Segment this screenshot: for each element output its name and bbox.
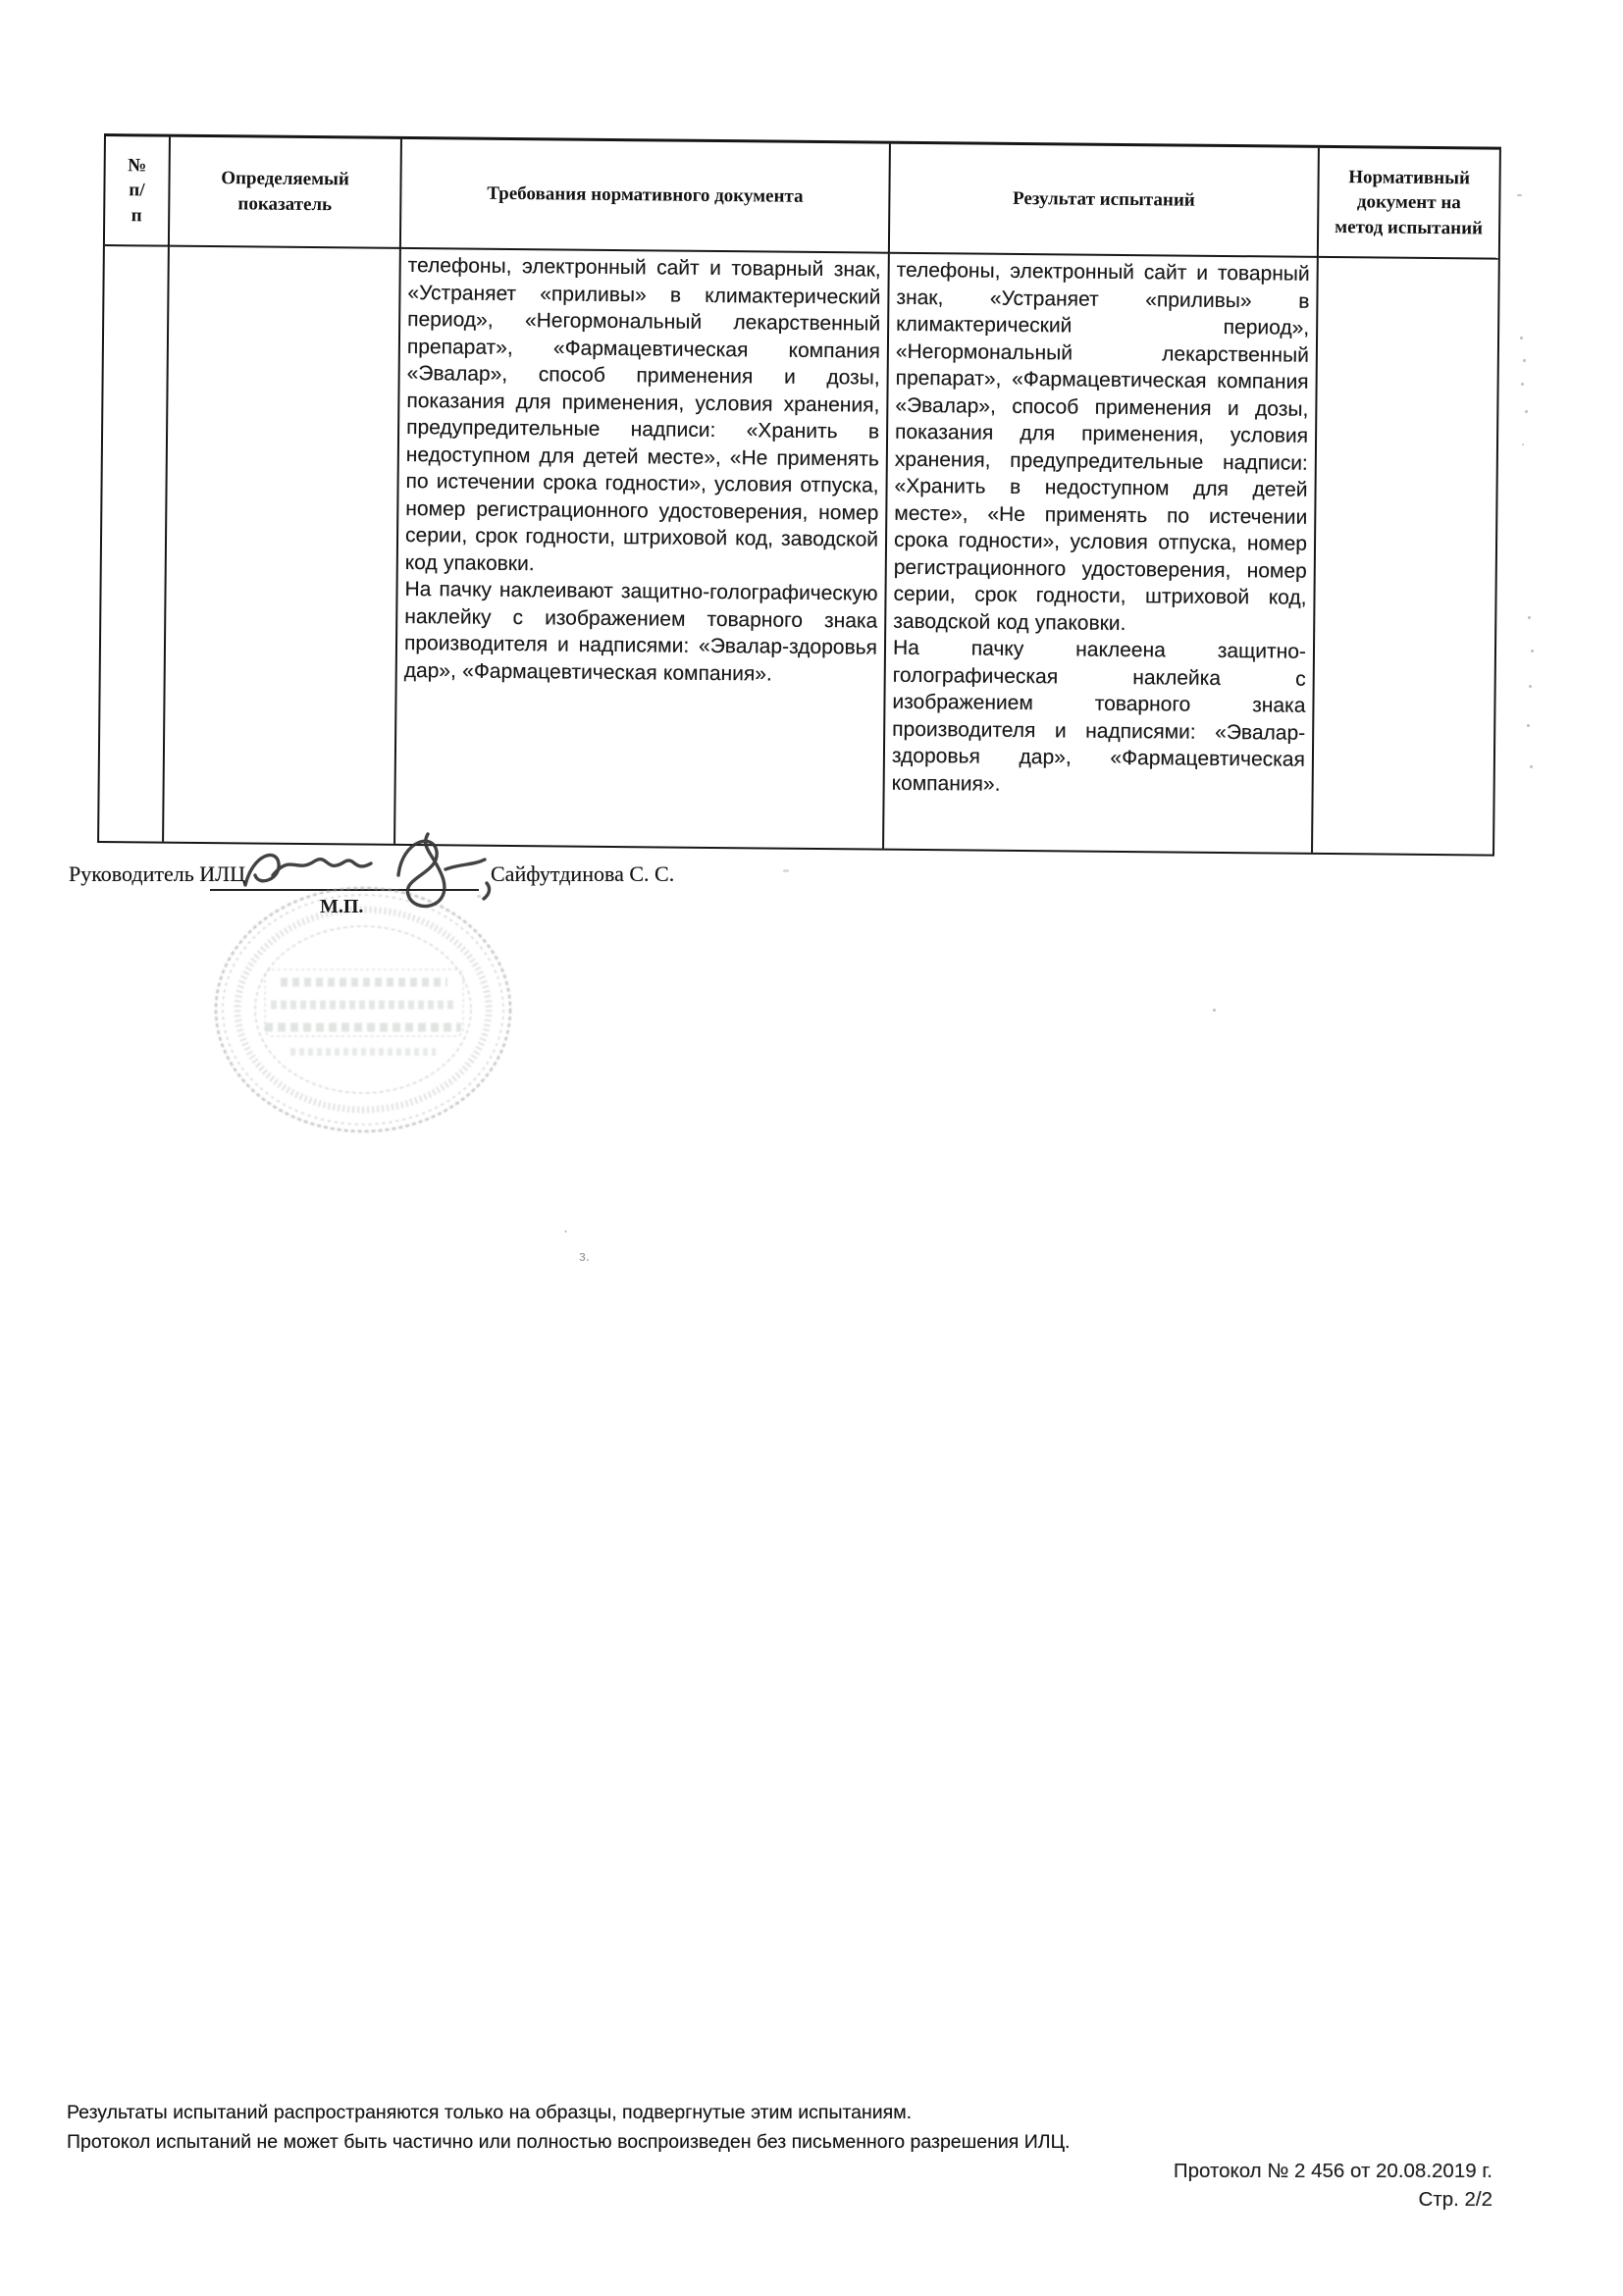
requirements-paragraph-2: На пачку наклеивают защитно-голографическую наклейку с изображением товарного знака производителя и надписями: «Эвалар-здоровья дар», «Фармацевтическая компания». <box>403 577 878 686</box>
scan-speck <box>1525 410 1528 413</box>
cell-normative-empty <box>1313 258 1498 855</box>
header-normative-label: Нормативный документ на метод испытаний <box>1335 166 1484 239</box>
scan-speck <box>1521 383 1524 386</box>
cell-results <box>884 254 1319 853</box>
scan-speck <box>1531 650 1534 652</box>
table-header-row <box>105 136 1499 260</box>
header-results-label: Результат испытаний <box>1012 188 1195 211</box>
cell-requirements <box>395 249 890 849</box>
protocol-number: Протокол № 2 456 от 20.08.2019 г. <box>1173 2160 1492 2182</box>
official-stamp <box>210 883 516 1140</box>
cell-indicator-empty <box>164 247 401 844</box>
scan-speck <box>1520 337 1523 339</box>
header-number-label: № п/п <box>128 154 147 227</box>
scan-speck <box>1523 359 1526 362</box>
cell-number-empty <box>99 246 170 842</box>
signature-role-label: Руководитель ИЛЦ <box>69 861 245 886</box>
requirements-paragraph-1: телефоны, электронный сайт и товарный знак, «Устраняет «приливы» в климактерический период», «Негормональный лекарственный препарат», «Фармацевтическая компания «Эвалар», способ применения и дозы, показания для применения, условия хранения, предупредительные надписи: «Хранить в недоступном для детей месте», «Не применять по истечении срока годности», условия отпуска, номер регистрационного удостоверения, номер серии, срок годности, штриховой код, заводской код упаковки. <box>404 253 881 575</box>
scan-speck <box>1522 444 1524 445</box>
scan-speck <box>1517 194 1522 196</box>
footer-note-2: Протокол испытаний не может быть частично или полностью воспроизведен без письменного разрешения ИЛЦ. <box>67 2131 1071 2153</box>
scan-speck <box>1213 1009 1216 1012</box>
signer-name: Сайфутдинова С. С. <box>491 861 675 886</box>
results-table <box>97 133 1501 857</box>
header-cell-indicator <box>170 137 402 249</box>
scan-speck <box>1529 685 1532 688</box>
seal-place-label: М.П. <box>320 896 364 917</box>
header-cell-results <box>890 144 1320 258</box>
scan-speck <box>783 869 789 872</box>
scan-artifact-mark: з. <box>579 1248 591 1265</box>
header-requirements-label: Требования нормативного документа <box>487 183 804 208</box>
scan-speck <box>1530 765 1533 768</box>
scan-speck <box>1527 724 1530 727</box>
footer-note-1: Результаты испытаний распространяются только на образцы, подвергнутые этим испытаниям. <box>67 2102 913 2123</box>
handwritten-signature <box>234 824 498 917</box>
header-cell-requirements <box>401 139 891 254</box>
header-cell-normative <box>1319 148 1499 260</box>
scan-artifact-dot: · <box>563 1223 568 1239</box>
results-paragraph-2: На пачку наклеена защитно-голографическая наклейка с изображением товарного знака производителя и надписями: «Эвалар-здоровья дар», «Фармацевтическая компания». <box>891 636 1307 796</box>
header-indicator-label: Определяемый показатель <box>221 168 349 216</box>
page-number: Стр. 2/2 <box>1418 2188 1492 2211</box>
results-paragraph-1: телефоны, электронный сайт и товарный знак, «Устраняет «приливы» в климактерический период», «Негормональный лекарственный препарат», «Фармацевтическая компания «Эвалар», способ применения и дозы, показания для применения, условия хранения, предупредительные надписи: «Хранить в недоступном для детей месте», «Не применять по истечении срока годности», условия отпуска, номер регистрационного удостоверения, номер серии, срок годности, штриховой код, заводской код упаковки. <box>893 258 1310 635</box>
scan-speck <box>1528 616 1531 619</box>
header-cell-number <box>105 136 171 247</box>
table-body-row <box>99 246 1498 855</box>
scan-speck <box>563 876 568 879</box>
